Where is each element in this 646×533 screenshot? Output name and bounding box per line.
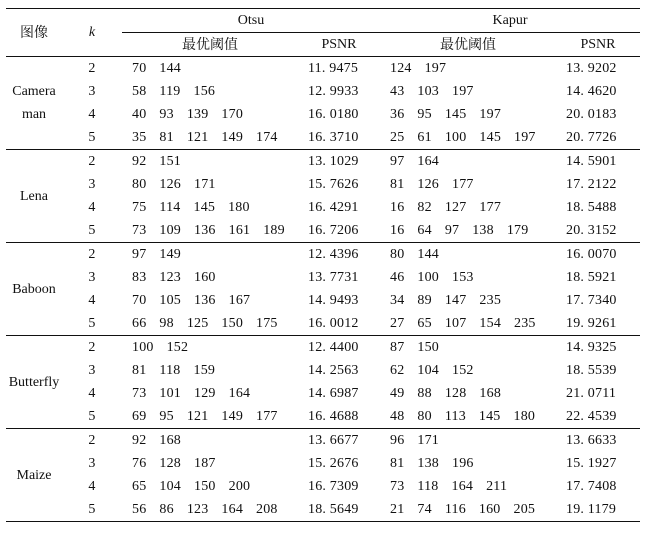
header-kapur-threshold: 最优阈值 [440, 36, 496, 53]
threshold-value: 128 [159, 455, 182, 471]
threshold-value: 69 [132, 408, 147, 424]
threshold-value: 81 [390, 176, 405, 192]
kapur-psnr-cell: 21. 0711 [566, 385, 617, 401]
threshold-value: 129 [194, 385, 216, 401]
otsu-psnr-cell: 13. 7731 [308, 269, 359, 285]
otsu-threshold-cell [122, 219, 298, 243]
threshold-value: 98 [159, 315, 174, 331]
threshold-value: 208 [256, 501, 278, 517]
table-row [6, 219, 640, 243]
threshold-value: 136 [194, 222, 216, 238]
threshold-value: 136 [194, 292, 216, 308]
threshold-value: 125 [186, 315, 209, 331]
threshold-value: 164 [417, 153, 440, 169]
threshold-value: 58 [132, 83, 147, 99]
threshold-value: 147 [444, 292, 467, 308]
table-row [6, 80, 640, 103]
image-name [6, 371, 62, 394]
threshold-value: 196 [452, 455, 474, 471]
k-cell: 2 [62, 336, 122, 360]
threshold-value: 109 [159, 222, 182, 238]
threshold-value: 164 [221, 501, 244, 517]
threshold-value: 121 [186, 129, 209, 145]
threshold-value: 174 [256, 129, 278, 145]
kapur-threshold-cell [380, 336, 556, 360]
kapur-threshold-cell [380, 452, 556, 475]
otsu-threshold-cell [122, 475, 298, 498]
k-cell: 2 [62, 150, 122, 174]
kapur-threshold-cell [380, 57, 556, 81]
table-row [6, 475, 640, 498]
kapur-psnr-cell: 19. 1179 [556, 498, 640, 522]
image-name [6, 185, 62, 208]
threshold-value: 144 [417, 246, 440, 262]
table-row [6, 312, 640, 336]
table-row [6, 289, 640, 312]
threshold-value: 156 [193, 83, 216, 99]
kapur-psnr-cell: 18. 5539 [566, 362, 617, 378]
k-cell: 3 [88, 269, 96, 285]
threshold-value: 159 [193, 362, 216, 378]
threshold-value: 197 [424, 60, 447, 76]
kapur-threshold-cell [380, 266, 556, 289]
threshold-value: 139 [186, 106, 209, 122]
threshold-value: 116 [444, 501, 466, 517]
threshold-value: 35 [132, 129, 147, 145]
threshold-value: 149 [221, 129, 244, 145]
table-row [6, 150, 640, 174]
k-cell: 4 [88, 385, 96, 401]
otsu-threshold-cell [122, 243, 298, 267]
threshold-value: 81 [132, 362, 147, 378]
kapur-psnr-cell: 20. 3152 [566, 222, 617, 238]
table-row [6, 452, 640, 475]
threshold-value: 95 [159, 408, 174, 424]
threshold-value: 64 [417, 222, 432, 238]
threshold-value: 75 [132, 199, 147, 215]
k-cell: 4 [88, 292, 96, 308]
table-row [6, 336, 640, 360]
kapur-threshold-cell [380, 359, 556, 382]
otsu-threshold-cell [122, 80, 298, 103]
threshold-value: 100 [417, 269, 440, 285]
threshold-value: 73 [132, 385, 147, 401]
otsu-psnr-cell: 14. 2563 [308, 362, 359, 378]
threshold-value: 70 [132, 60, 147, 76]
kapur-psnr-cell: 17. 7340 [566, 292, 617, 308]
table-row [6, 243, 640, 267]
k-cell: 2 [62, 243, 122, 267]
image-name-cell [6, 429, 62, 522]
threshold-value: 145 [193, 199, 216, 215]
threshold-value: 16 [390, 199, 405, 215]
threshold-value: 25 [390, 129, 405, 145]
table-row [6, 196, 640, 219]
threshold-value: 105 [159, 292, 182, 308]
image-name-cell [6, 150, 62, 243]
threshold-value: 36 [390, 106, 405, 122]
table-row [6, 498, 640, 522]
threshold-value: 118 [417, 478, 439, 494]
threshold-value: 128 [444, 385, 467, 401]
threshold-value: 126 [159, 176, 182, 192]
image-name-line: Baboon [12, 281, 56, 297]
k-cell: 5 [62, 498, 122, 522]
k-cell: 2 [62, 57, 122, 81]
header-kapur-psnr: PSNR [580, 36, 616, 52]
otsu-psnr-cell: 14. 9493 [308, 292, 359, 308]
kapur-threshold-cell [380, 498, 556, 522]
threshold-value: 118 [159, 362, 181, 378]
kapur-psnr-cell: 22. 4539 [566, 408, 617, 424]
threshold-value: 145 [444, 106, 467, 122]
threshold-value: 89 [417, 292, 432, 308]
otsu-psnr-cell: 18. 5649 [298, 498, 380, 522]
threshold-value: 205 [513, 501, 536, 517]
otsu-psnr-cell: 12. 9933 [308, 83, 359, 99]
threshold-value: 187 [194, 455, 216, 471]
threshold-value: 138 [417, 455, 440, 471]
otsu-threshold-cell [122, 266, 298, 289]
threshold-value: 101 [159, 385, 182, 401]
k-cell: 2 [62, 429, 122, 453]
kapur-threshold-cell [380, 289, 556, 312]
threshold-value: 160 [194, 269, 216, 285]
otsu-psnr-cell: 12. 4400 [298, 336, 380, 360]
threshold-value: 180 [513, 408, 536, 424]
kapur-threshold-cell [380, 475, 556, 498]
kapur-psnr-cell: 20. 0183 [566, 106, 617, 122]
threshold-value: 104 [159, 478, 182, 494]
threshold-value: 81 [390, 455, 405, 471]
image-name-line: Butterfly [8, 374, 60, 390]
kapur-threshold-cell [380, 219, 556, 243]
threshold-value: 144 [159, 60, 182, 76]
otsu-threshold-cell [122, 498, 298, 522]
threshold-value: 48 [390, 408, 405, 424]
threshold-value: 149 [159, 246, 182, 262]
kapur-threshold-cell [380, 405, 556, 429]
threshold-value: 177 [452, 176, 474, 192]
kapur-psnr-cell: 13. 9202 [556, 57, 640, 81]
threshold-value: 114 [159, 199, 181, 215]
threshold-value: 197 [514, 129, 536, 145]
kapur-threshold-cell [380, 196, 556, 219]
threshold-value: 171 [417, 432, 440, 448]
threshold-value: 171 [194, 176, 216, 192]
threshold-value: 87 [390, 339, 405, 355]
otsu-psnr-cell: 14. 6987 [308, 385, 359, 401]
table-row [6, 103, 640, 126]
threshold-value: 80 [132, 176, 147, 192]
otsu-threshold-cell [122, 150, 298, 174]
otsu-psnr-cell: 11. 9475 [298, 57, 380, 81]
threshold-value: 107 [444, 315, 467, 331]
otsu-threshold-cell [122, 196, 298, 219]
otsu-psnr-cell: 16. 3710 [308, 129, 359, 145]
kapur-threshold-cell [380, 382, 556, 405]
threshold-value: 65 [132, 478, 147, 494]
k-cell: 4 [88, 106, 96, 122]
kapur-threshold-cell [380, 429, 556, 453]
threshold-value: 153 [452, 269, 474, 285]
threshold-value: 160 [478, 501, 501, 517]
image-name-cell [6, 336, 62, 429]
threshold-value: 170 [221, 106, 244, 122]
k-cell: 3 [88, 362, 96, 378]
threshold-value: 151 [159, 153, 182, 169]
threshold-value: 104 [417, 362, 440, 378]
threshold-value: 74 [417, 501, 432, 517]
otsu-threshold-cell [122, 382, 298, 405]
threshold-value: 123 [186, 501, 209, 517]
otsu-psnr-cell: 16. 0012 [308, 315, 359, 331]
threshold-value: 164 [451, 478, 474, 494]
image-name-line: Camera [12, 84, 56, 99]
threshold-value: 21 [390, 501, 405, 517]
threshold-value: 73 [132, 222, 147, 238]
threshold-value: 76 [132, 455, 147, 471]
k-cell: 3 [88, 176, 96, 192]
otsu-psnr-cell: 16. 0180 [308, 106, 359, 122]
threshold-value: 100 [444, 129, 467, 145]
threshold-value: 113 [444, 408, 466, 424]
table-row [6, 57, 640, 81]
threshold-value: 177 [479, 199, 502, 215]
threshold-value: 103 [417, 83, 440, 99]
threshold-value: 83 [132, 269, 147, 285]
table-header [6, 9, 640, 57]
otsu-psnr-cell: 13. 6677 [298, 429, 380, 453]
threshold-value: 88 [417, 385, 432, 401]
kapur-threshold-cell [380, 312, 556, 336]
kapur-threshold-cell [380, 243, 556, 267]
kapur-threshold-cell [380, 150, 556, 174]
kapur-psnr-cell: 18. 5488 [566, 199, 617, 215]
k-cell: 3 [88, 83, 96, 99]
otsu-threshold-cell [122, 57, 298, 81]
otsu-psnr-cell: 16. 7309 [308, 478, 359, 494]
threshold-value: 96 [390, 432, 405, 448]
kapur-psnr-cell: 14. 4620 [566, 83, 617, 99]
otsu-psnr-cell: 12. 4396 [298, 243, 380, 267]
kapur-psnr-cell: 18. 5921 [566, 269, 617, 285]
threshold-value: 197 [452, 83, 474, 99]
threshold-value: 73 [390, 478, 405, 494]
header-otsu-psnr: PSNR [321, 36, 357, 52]
threshold-value: 138 [472, 222, 494, 238]
threshold-value: 150 [221, 315, 244, 331]
kapur-psnr-cell: 19. 9261 [566, 315, 617, 331]
threshold-value: 189 [263, 222, 285, 238]
threshold-value: 211 [486, 478, 508, 494]
header-image: 图像 [6, 9, 62, 57]
threshold-value: 145 [479, 129, 502, 145]
k-cell: 4 [88, 199, 96, 215]
threshold-value: 177 [256, 408, 278, 424]
threshold-value: 97 [390, 153, 405, 169]
threshold-value: 65 [417, 315, 432, 331]
threshold-value: 149 [221, 408, 244, 424]
threshold-value: 152 [452, 362, 474, 378]
image-name-line: Maize [16, 467, 52, 483]
threshold-value: 92 [132, 432, 147, 448]
threshold-value: 70 [132, 292, 147, 308]
k-cell: 4 [88, 478, 96, 494]
threshold-value: 164 [228, 385, 251, 401]
threshold-value: 200 [228, 478, 251, 494]
otsu-threshold-cell [122, 126, 298, 150]
threshold-value: 121 [186, 408, 209, 424]
threshold-value: 16 [390, 222, 405, 238]
threshold-value: 119 [159, 83, 181, 99]
table-row [6, 405, 640, 429]
threshold-value: 175 [256, 315, 278, 331]
threshold-value: 66 [132, 315, 147, 331]
threshold-value: 86 [159, 501, 174, 517]
otsu-threshold-cell [122, 289, 298, 312]
threshold-value: 34 [390, 292, 405, 308]
threshold-value: 43 [390, 83, 405, 99]
threshold-value: 235 [514, 315, 536, 331]
otsu-threshold-cell [122, 173, 298, 196]
kapur-psnr-cell: 13. 6633 [556, 429, 640, 453]
table-row [6, 359, 640, 382]
threshold-value: 97 [132, 246, 147, 262]
threshold-value: 126 [417, 176, 440, 192]
header-k: k [62, 9, 122, 57]
threshold-value: 167 [228, 292, 251, 308]
header-otsu: Otsu [122, 9, 380, 33]
image-name-line: man [21, 107, 47, 122]
table-body [6, 57, 640, 522]
kapur-psnr-cell: 14. 9325 [556, 336, 640, 360]
kapur-psnr-cell: 15. 1927 [566, 455, 617, 471]
image-name [6, 278, 62, 301]
image-name-cell [6, 243, 62, 336]
threshold-value: 92 [132, 153, 147, 169]
threshold-value: 81 [159, 129, 174, 145]
image-name-line: Lena [20, 188, 48, 204]
image-name [6, 464, 62, 487]
k-cell: 5 [88, 129, 96, 145]
kapur-threshold-cell [380, 126, 556, 150]
otsu-psnr-cell: 16. 4688 [308, 408, 359, 424]
threshold-value: 168 [479, 385, 502, 401]
threshold-value: 97 [444, 222, 460, 238]
kapur-psnr-cell: 17. 7408 [566, 478, 617, 494]
otsu-threshold-cell [122, 452, 298, 475]
otsu-threshold-cell [122, 405, 298, 429]
otsu-threshold-cell [122, 312, 298, 336]
threshold-value: 61 [417, 129, 432, 145]
threshold-value: 179 [506, 222, 529, 238]
threshold-value: 27 [390, 315, 405, 331]
kapur-psnr-cell: 17. 2122 [566, 176, 617, 192]
threshold-value: 150 [417, 339, 440, 355]
threshold-value: 62 [390, 362, 405, 378]
otsu-psnr-cell: 15. 2676 [308, 455, 359, 471]
table-row [6, 429, 640, 453]
header-kapur: Kapur [380, 9, 640, 33]
kapur-threshold-cell [380, 80, 556, 103]
k-cell: 3 [88, 455, 96, 471]
kapur-threshold-cell [380, 103, 556, 126]
kapur-psnr-cell: 16. 0070 [556, 243, 640, 267]
threshold-value: 168 [159, 432, 182, 448]
threshold-value: 95 [417, 106, 432, 122]
threshold-value: 82 [417, 199, 432, 215]
threshold-value: 80 [390, 246, 405, 262]
threshold-value: 93 [159, 106, 174, 122]
kapur-psnr-cell: 14. 5901 [556, 150, 640, 174]
k-cell: 5 [88, 222, 96, 238]
k-cell: 5 [88, 315, 96, 331]
otsu-psnr-cell: 13. 1029 [298, 150, 380, 174]
threshold-value: 46 [390, 269, 405, 285]
threshold-value: 152 [166, 339, 189, 355]
kapur-psnr-cell: 20. 7726 [566, 129, 617, 145]
table-row [6, 173, 640, 196]
threshold-value: 150 [194, 478, 216, 494]
threshold-value: 235 [479, 292, 502, 308]
results-table [6, 8, 640, 522]
threshold-value: 100 [132, 339, 154, 355]
image-name [6, 80, 62, 126]
threshold-value: 154 [479, 315, 502, 331]
threshold-value: 56 [132, 501, 147, 517]
threshold-value: 40 [132, 106, 147, 122]
threshold-value: 124 [390, 60, 412, 76]
table-row [6, 266, 640, 289]
threshold-value: 127 [444, 199, 467, 215]
kapur-threshold-cell [380, 173, 556, 196]
threshold-value: 49 [390, 385, 405, 401]
otsu-threshold-cell [122, 336, 298, 360]
threshold-value: 80 [417, 408, 432, 424]
otsu-psnr-cell: 16. 7206 [308, 222, 359, 238]
threshold-value: 180 [228, 199, 250, 215]
otsu-psnr-cell: 15. 7626 [308, 176, 359, 192]
table-row [6, 126, 640, 150]
image-name-cell [6, 57, 62, 150]
table-row [6, 382, 640, 405]
header-otsu-threshold: 最优阈值 [182, 36, 238, 53]
k-cell: 5 [88, 408, 96, 424]
threshold-value: 197 [479, 106, 502, 122]
threshold-value: 145 [478, 408, 501, 424]
otsu-threshold-cell [122, 429, 298, 453]
threshold-value: 161 [228, 222, 251, 238]
otsu-threshold-cell [122, 359, 298, 382]
threshold-value: 123 [159, 269, 182, 285]
otsu-threshold-cell [122, 103, 298, 126]
otsu-psnr-cell: 16. 4291 [308, 199, 359, 215]
